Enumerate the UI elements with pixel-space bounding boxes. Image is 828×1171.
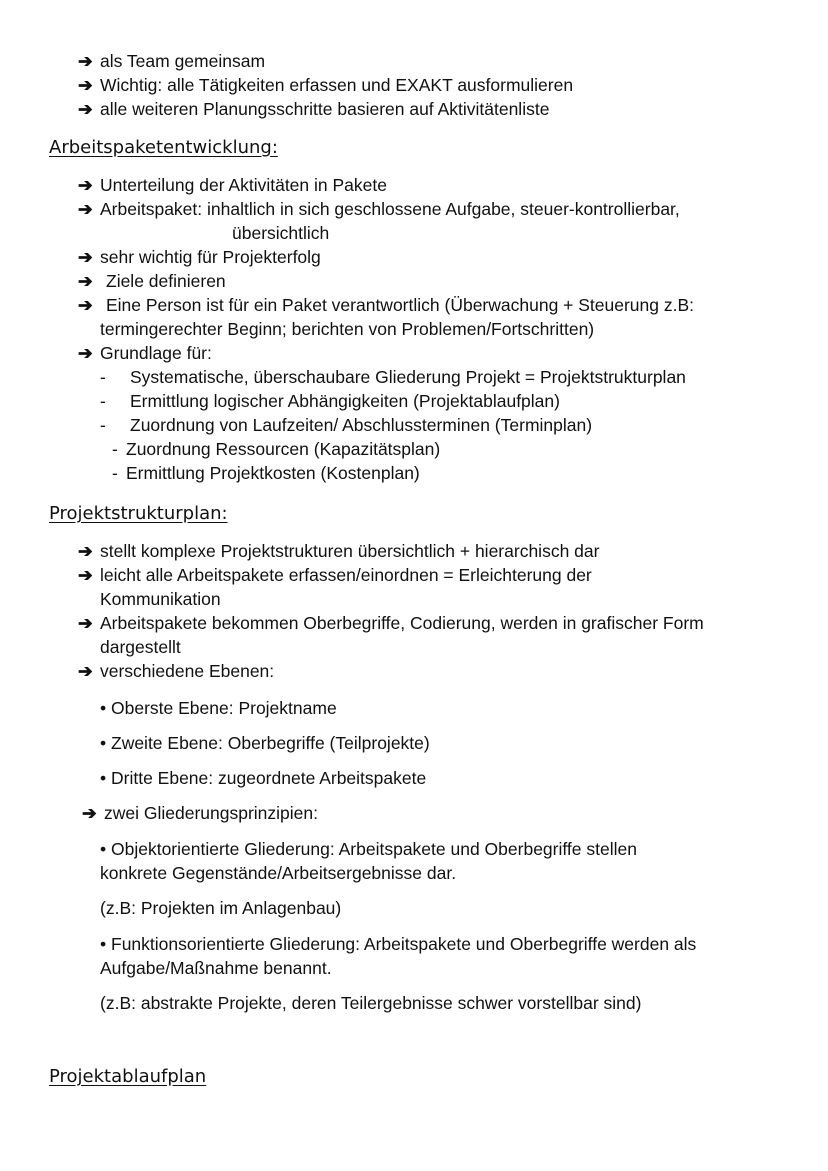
- section-heading-struktur: Projektstrukturplan:: [49, 503, 228, 524]
- list-item: ➔ zwei Gliederungsprinzipien:: [82, 803, 318, 823]
- prinzip-continuation: Aufgabe/Maßnahme benannt.: [100, 958, 332, 978]
- list-item: ➔ Grundlage für:: [78, 343, 212, 363]
- list-item: ➔ leicht alle Arbeitspakete erfassen/einordnen = Erleichterung der: [78, 565, 592, 585]
- intro-item: ➔ als Team gemeinsam: [78, 51, 266, 71]
- list-item: ➔ Unterteilung der Aktivitäten in Pakete: [78, 175, 387, 195]
- list-item: ➔ verschiedene Ebenen:: [78, 661, 275, 681]
- sub-item: - Zuordnung von Laufzeiten/ Abschlussterminen (Terminplan): [100, 415, 593, 435]
- prinzip-example: (z.B: abstrakte Projekte, deren Teilergebnisse schwer vorstellbar sind): [100, 993, 642, 1013]
- bullet-icon: •: [100, 839, 107, 859]
- dash-icon: -: [112, 463, 118, 483]
- ebene-item: • Zweite Ebene: Oberbegriffe (Teilprojekte): [100, 733, 430, 753]
- bullet-icon: •: [100, 934, 107, 954]
- prinzip-item: • Objektorientierte Gliederung: Arbeitspakete und Oberbegriffe stellen: [100, 839, 637, 859]
- dash-icon: -: [112, 439, 118, 459]
- right-arrow-icon: ➔: [78, 199, 93, 219]
- list-item-continuation: termingerechter Beginn; berichten von Problemen/Fortschritten): [100, 319, 595, 339]
- right-arrow-icon: ➔: [78, 661, 93, 681]
- dash-icon: -: [100, 391, 106, 411]
- right-arrow-icon: ➔: [78, 271, 93, 291]
- right-arrow-icon: ➔: [78, 247, 93, 267]
- list-item: ➔ Eine Person ist für ein Paket verantwortlich (Überwachung + Steuerung z.B:: [78, 295, 695, 315]
- list-item-continuation: dargestellt: [100, 637, 181, 657]
- section-heading-arbeitspaket: Arbeitspaketentwicklung:: [49, 137, 278, 158]
- list-item: ➔ Arbeitspakete bekommen Oberbegriffe, Codierung, werden in grafischer Form: [78, 613, 704, 633]
- bullet-icon: •: [100, 768, 107, 788]
- prinzip-example: (z.B: Projekten im Anlagenbau): [100, 898, 342, 918]
- intro-item: ➔ alle weiteren Planungsschritte basieren auf Aktivitätenliste: [78, 99, 550, 119]
- bullet-icon: •: [100, 733, 107, 753]
- right-arrow-icon: ➔: [78, 99, 93, 119]
- prinzip-item: • Funktionsorientierte Gliederung: Arbeitspakete und Oberbegriffe werden als: [100, 934, 697, 954]
- right-arrow-icon: ➔: [78, 75, 93, 95]
- dash-icon: -: [100, 367, 106, 387]
- ebene-item: • Dritte Ebene: zugeordnete Arbeitspakete: [100, 768, 427, 788]
- right-arrow-icon: ➔: [78, 613, 93, 633]
- dash-icon: -: [100, 415, 106, 435]
- right-arrow-icon: ➔: [78, 51, 93, 71]
- sub-item: - Systematische, überschaubare Gliederung Projekt = Projektstrukturplan: [100, 367, 686, 387]
- right-arrow-icon: ➔: [78, 343, 93, 363]
- right-arrow-icon: ➔: [78, 541, 93, 561]
- bullet-icon: •: [100, 698, 107, 718]
- intro-item: ➔ Wichtig: alle Tätigkeiten erfassen und EXAKT ausformulieren: [78, 75, 574, 95]
- list-item-continuation: übersichtlich: [232, 223, 330, 243]
- list-item: ➔ Ziele definieren: [78, 271, 226, 291]
- sub-item: - Zuordnung Ressourcen (Kapazitätsplan): [112, 439, 441, 459]
- list-item: ➔ stellt komplexe Projektstrukturen übersichtlich + hierarchisch dar: [78, 541, 600, 561]
- sub-item: - Ermittlung logischer Abhängigkeiten (Projektablaufplan): [100, 391, 560, 411]
- right-arrow-icon: ➔: [78, 175, 93, 195]
- right-arrow-icon: ➔: [82, 803, 97, 823]
- right-arrow-icon: ➔: [78, 565, 93, 585]
- prinzip-continuation: konkrete Gegenstände/Arbeitsergebnisse dar.: [100, 863, 457, 883]
- list-item-continuation: Kommunikation: [100, 589, 221, 609]
- list-item: ➔ Arbeitspaket: inhaltlich in sich geschlossene Aufgabe, steuer-kontrollierbar,: [78, 199, 680, 219]
- right-arrow-icon: ➔: [78, 295, 93, 315]
- ebene-item: • Oberste Ebene: Projektname: [100, 698, 337, 718]
- section-heading-ablauf: Projektablaufplan: [49, 1066, 207, 1087]
- list-item: ➔ sehr wichtig für Projekterfolg: [78, 247, 321, 267]
- sub-item: - Ermittlung Projektkosten (Kostenplan): [112, 463, 420, 483]
